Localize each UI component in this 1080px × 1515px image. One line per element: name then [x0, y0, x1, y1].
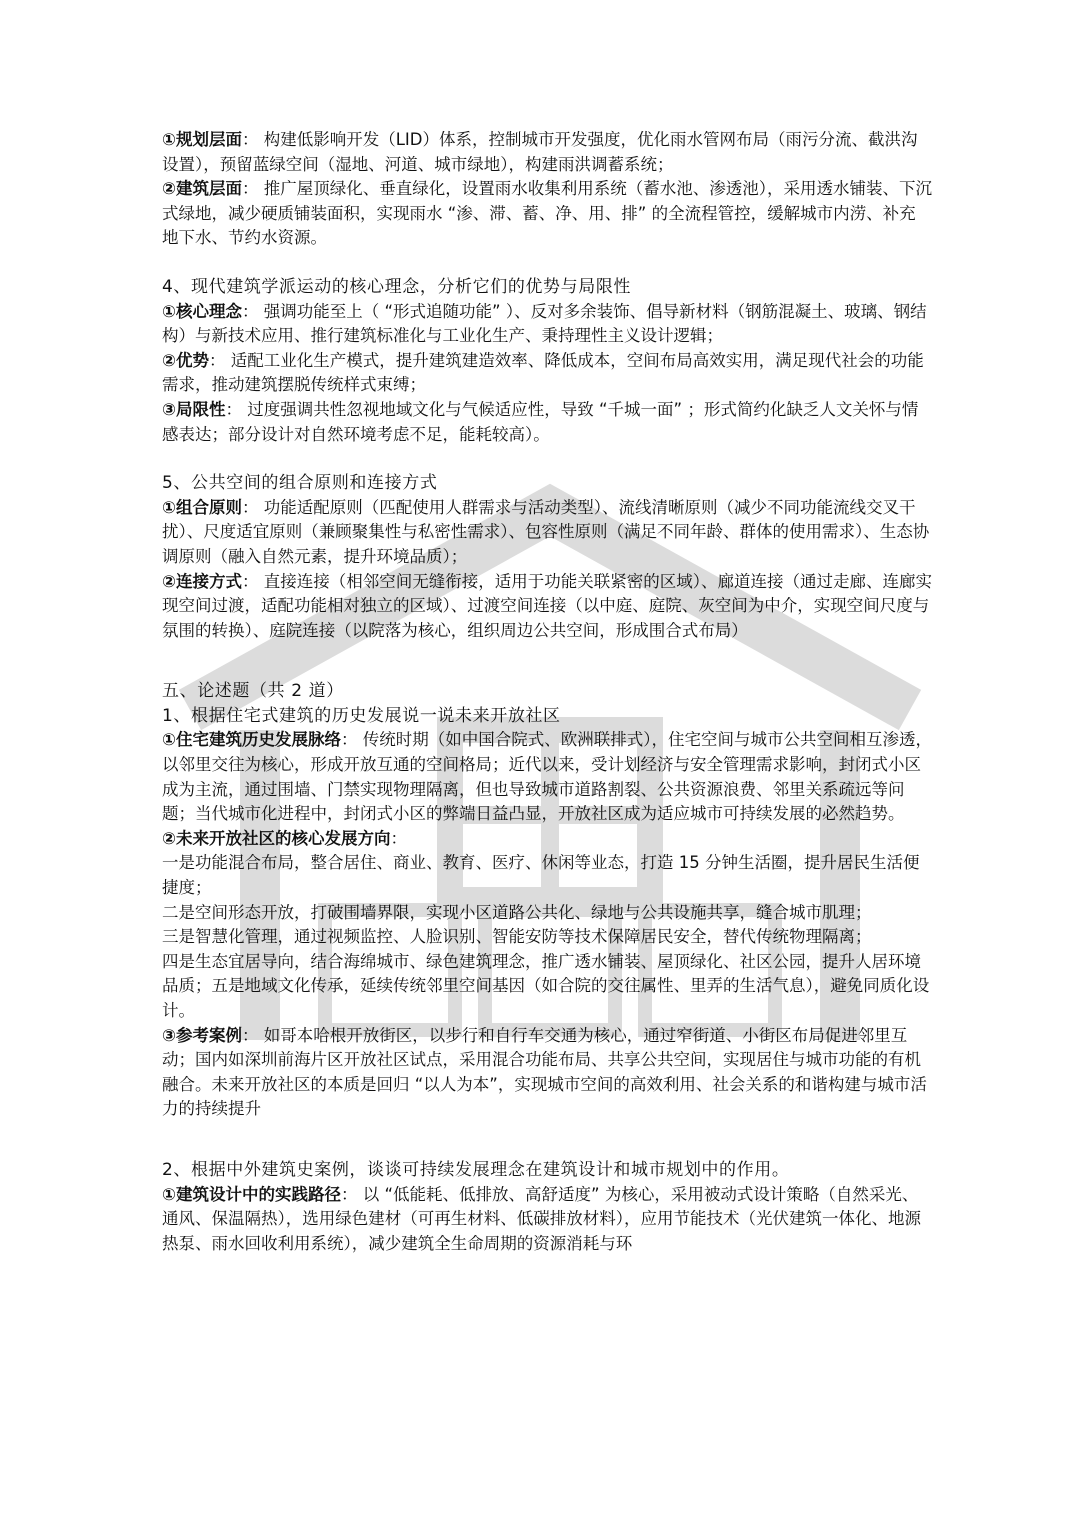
- item-label: ②连接方式: [162, 571, 242, 591]
- paragraph-reference-cases: [162, 1024, 932, 1122]
- item-colon: ：: [390, 828, 407, 848]
- item-label: ③参考案例: [162, 1025, 242, 1045]
- item-text: ： 传统时期（如中国合院式、欧洲联排式），住宅空间与城市公共空间相互渗透，以邻里交往为核心，形成开放互通的空间格局；近代以来，受计划经济与安全管理需求影响，封闭式小区成为主流，通过围墙、门禁实现物理隔离，但也导致城市道路割裂、公共资源浪费、邻里关系疏远等问题；当代城市化进程中，封闭式小区的弊端日益凸显，开放社区成为适应城市可持续发展的必然趋势。: [162, 730, 932, 824]
- direction-2: 二是空间形态开放，打破围墙界限，实现小区道路公共化、绿地与公共设施共享，缝合城市肌理；: [162, 902, 872, 922]
- paragraph-design-practice: [162, 1183, 932, 1257]
- paragraph-connection-methods: [162, 570, 932, 644]
- item-text: ： 过度强调共性忽视地域文化与气候适应性，导致 “千城一面” ；形式简约化缺乏人文关怀与情感表达；部分设计对自然环境考虑不足，能耗较高）。: [162, 399, 919, 444]
- paragraph-combination-principles: [162, 496, 932, 570]
- item-label: ①规划层面: [162, 130, 242, 149]
- item-text: ： 强调功能至上（ “形式追随功能” ）、反对多余装饰、倡导新材料（钢筋混凝土、玻璃、钢结构）与新技术应用、推行建筑标准化与工业化生产、秉持理性主义设计逻辑；: [162, 301, 927, 346]
- item-text: ： 以 “低能耗、低排放、高舒适度” 为核心，采用被动式设计策略（自然采光、通风、保温隔热），选用绿色建材（可再生材料、低碳排放材料），应用节能技术（光伏建筑一体化、地源热泵、雨水回收利用系统），减少建筑全生命周期的资源消耗与环: [162, 1184, 921, 1253]
- question-5-title: 5、公共空间的组合原则和连接方式: [162, 473, 438, 494]
- item-label: ②未来开放社区的核心发展方向: [162, 828, 391, 848]
- essay-1-title: 1、根据住宅式建筑的历史发展说一说未来开放社区: [162, 705, 561, 726]
- direction-1: 一是功能混合布局，整合居住、商业、教育、医疗、休闲等业态，打造 15 分钟生活圈，提升居民生活便捷度；: [162, 853, 920, 898]
- item-label: ②优势: [162, 350, 209, 370]
- paragraph-future-directions-header: [162, 827, 932, 852]
- question-4-title: 4、现代建筑学派运动的核心理念，分析它们的优势与局限性: [162, 276, 632, 297]
- item-label: ②建筑层面: [162, 179, 242, 199]
- item-text: ： 适配工业化生产模式，提升建筑建造效率、降低成本，空间布局高效实用，满足现代社会的功能需求，推动建筑摆脱传统样式束缚；: [162, 350, 924, 395]
- item-label: ①住宅建筑历史发展脉络: [162, 730, 341, 750]
- paragraph-housing-history: [162, 728, 932, 826]
- item-text: ： 功能适配原则（匹配使用人群需求与活动类型）、流线清晰原则（减少不同功能流线交叉干扰）、尺度适宜原则（兼顾聚集性与私密性需求）、包容性原则（满足不同年龄、群体的使用需求）、生态协调原则（融入自然元素，提升环境品质）；: [162, 497, 930, 566]
- paragraph-limitations: [162, 398, 932, 447]
- essay-2-title: 2、根据中外建筑史案例，谈谈可持续发展理念在建筑设计和城市规划中的作用。: [162, 1159, 790, 1180]
- item-text: ： 直接连接（相邻空间无缝衔接，适用于功能关联紧密的区域）、廊道连接（通过走廊、连廊实现空间过渡，适配功能相对独立的区域）、过渡空间连接（以中庭、庭院、灰空间为中介，实现空间尺度与氛围的转换）、庭院连接（以院落为核心，组织周边公共空间，形成围合式布局）: [162, 571, 932, 640]
- paragraph-advantages: [162, 349, 932, 398]
- item-label: ③局限性: [162, 399, 226, 419]
- paragraph-building-level: [162, 177, 932, 251]
- item-text: ： 如哥本哈根开放街区，以步行和自行车交通为核心，通过窄街道、小街区布局促进邻里互动；国内如深圳前海片区开放社区试点，采用混合功能布局、共享公共空间，实现居住与城市功能的有机融合。未来开放社区的本质是回归 “以人为本”，实现城市空间的高效利用、社会关系的和谐构建与城市活力的持续提升: [162, 1025, 927, 1119]
- item-text: ： 推广屋顶绿化、垂直绿化，设置雨水收集利用系统（蓄水池、渗透池），采用透水铺装、下沉式绿地，减少硬质铺装面积，实现雨水 “渗、滞、蓄、净、用、排” 的全流程管控，缓解城市内涝、补充地下水、节约水资源。: [162, 179, 932, 248]
- item-label: ①核心理念: [162, 301, 242, 321]
- direction-3: 三是智慧化管理，通过视频监控、人脸识别、智能安防等技术保障居民安全，替代传统物理隔离；: [162, 927, 872, 947]
- paragraph-planning-level: [162, 128, 932, 177]
- item-text: ： 构建低影响开发（LID）体系，控制城市开发强度，优化雨水管网布局（雨污分流、截洪沟设置），预留蓝绿空间（湿地、河道、城市绿地），构建雨洪调蓄系统；: [162, 130, 918, 174]
- paragraph-core-concept: [162, 300, 932, 349]
- document-page: [162, 128, 932, 1256]
- item-label: ①建筑设计中的实践路径: [162, 1184, 341, 1204]
- direction-4-5: 四是生态宜居导向，结合海绵城市、绿色建筑理念，推广透水铺装、屋顶绿化、社区公园，提升人居环境品质；五是地域文化传承，延续传统邻里空间基因（如合院的交往属性、里弄的生活气息），避免同质化设计。: [162, 951, 930, 1020]
- part-5-title: 五、论述题（共 2 道）: [162, 681, 344, 702]
- item-label: ①组合原则: [162, 497, 242, 517]
